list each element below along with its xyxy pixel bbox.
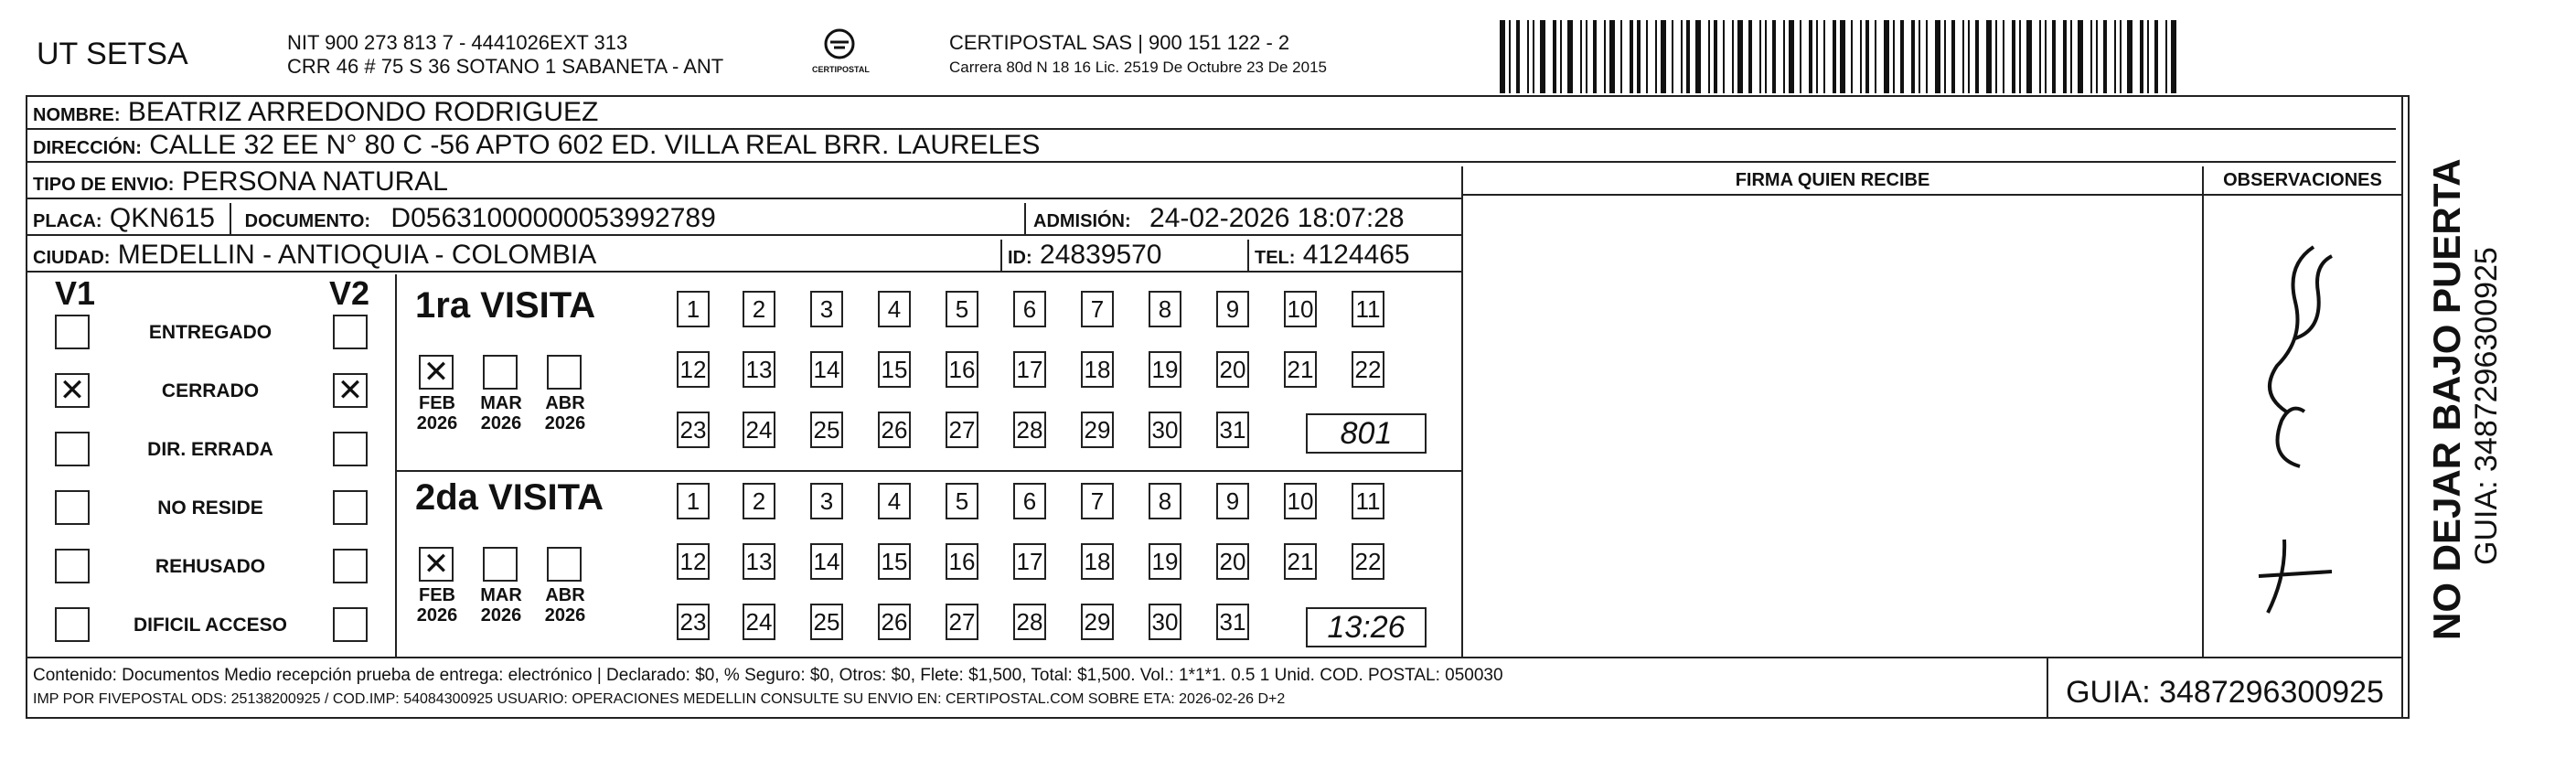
month-checkbox[interactable]: ✕ bbox=[419, 355, 454, 390]
day-box-second[interactable]: 27 bbox=[946, 604, 978, 640]
day-box-second[interactable]: 8 bbox=[1149, 483, 1181, 519]
direccion-row bbox=[27, 130, 2396, 163]
footer-line-1: Contenido: Documentos Medio recepción prueba de entrega: electrónico | Declarado: $0, % Seguro: $0, Otros: $0, Flete: $1,500, Total: $1,500. Vol.: 1*1*1. 0.5 1 Unid. COD. POSTAL: 050030 bbox=[33, 666, 1503, 685]
month-year: 2026 bbox=[416, 605, 458, 626]
barcode-bar bbox=[1580, 20, 1582, 93]
nombre-label: NOMBRE: bbox=[33, 105, 121, 125]
admision-label: ADMISIÓN: bbox=[1033, 211, 1131, 231]
month-year: 2026 bbox=[544, 413, 586, 433]
barcode-bar bbox=[1911, 20, 1915, 93]
day-box-first[interactable]: 27 bbox=[946, 412, 978, 448]
v2-checkbox[interactable] bbox=[333, 315, 368, 349]
day-box-first[interactable]: 23 bbox=[677, 412, 710, 448]
ciudad-value: MEDELLIN - ANTIOQUIA - COLOMBIA bbox=[117, 240, 597, 270]
handwritten-signature bbox=[2231, 229, 2368, 631]
day-box-first[interactable]: 21 bbox=[1284, 351, 1317, 388]
day-box-second[interactable]: 25 bbox=[810, 604, 843, 640]
firma-label: FIRMA QUIEN RECIBE bbox=[1735, 170, 1930, 190]
barcode-bar bbox=[1986, 20, 1992, 93]
day-box-first[interactable]: 16 bbox=[946, 351, 978, 388]
barcode-bar bbox=[1816, 20, 1818, 93]
handwritten-time-2: 13:26 bbox=[1306, 607, 1427, 647]
day-box-second[interactable]: 20 bbox=[1216, 543, 1249, 580]
month-label: MAR bbox=[480, 393, 522, 413]
v1-checkbox[interactable] bbox=[55, 315, 90, 349]
day-box-first[interactable]: 14 bbox=[810, 351, 843, 388]
day-box-second[interactable]: 16 bbox=[946, 543, 978, 580]
handwritten-time-1: 801 bbox=[1306, 413, 1427, 454]
barcode-bar bbox=[1553, 20, 1556, 93]
barcode bbox=[1500, 20, 2222, 93]
month-checkbox[interactable] bbox=[483, 355, 518, 390]
direccion-value: CALLE 32 EE N° 80 C -56 APTO 602 ED. VILLA REAL BRR. LAURELES bbox=[149, 130, 1041, 160]
barcode-bar bbox=[2003, 20, 2004, 93]
admision-value: 24-02-2026 18:07:28 bbox=[1149, 203, 1405, 233]
barcode-bar bbox=[1681, 20, 1683, 93]
barcode-bar bbox=[1655, 20, 1657, 93]
barcode-bar bbox=[2147, 20, 2149, 93]
barcode-bar bbox=[1833, 20, 1836, 93]
barcode-bar bbox=[1919, 20, 1920, 93]
day-box-first[interactable]: 4 bbox=[878, 291, 911, 327]
day-box-first[interactable]: 12 bbox=[677, 351, 710, 388]
barcode-bar bbox=[2090, 20, 2092, 93]
barcode-bar bbox=[2165, 20, 2167, 93]
reason-label: CERRADO bbox=[161, 380, 260, 401]
day-box-first[interactable]: 18 bbox=[1081, 351, 1114, 388]
barcode-bar bbox=[1609, 20, 1615, 93]
barcode-bar bbox=[1962, 20, 1964, 93]
day-box-first[interactable]: 11 bbox=[1352, 291, 1384, 327]
day-box-first[interactable]: 1 bbox=[677, 291, 710, 327]
day-box-second[interactable]: 10 bbox=[1284, 483, 1317, 519]
day-box-first[interactable]: 15 bbox=[878, 351, 911, 388]
id-value: 24839570 bbox=[1040, 240, 1162, 270]
v2-checkbox[interactable]: ✕ bbox=[333, 373, 368, 408]
month-label: FEB bbox=[419, 585, 455, 605]
barcode-bar bbox=[1732, 20, 1734, 93]
barcode-bar bbox=[1708, 20, 1710, 93]
documento-value: D05631000000053992789 bbox=[390, 203, 716, 233]
barcode-bar bbox=[1951, 20, 1955, 93]
reason-label: ENTREGADO bbox=[148, 322, 273, 343]
day-box-first[interactable]: 25 bbox=[810, 412, 843, 448]
v1-checkbox[interactable] bbox=[55, 490, 90, 525]
barcode-bar bbox=[1900, 20, 1904, 93]
day-box-first[interactable]: 30 bbox=[1149, 412, 1181, 448]
barcode-bar bbox=[1800, 20, 1801, 93]
barcode-bar bbox=[1995, 20, 1997, 93]
barcode-bar bbox=[1723, 20, 1725, 93]
day-box-first[interactable]: 9 bbox=[1216, 291, 1249, 327]
barcode-bar bbox=[1865, 20, 1869, 93]
month-label: FEB bbox=[419, 393, 455, 413]
day-box-first[interactable]: 22 bbox=[1352, 351, 1384, 388]
barcode-bar bbox=[2052, 20, 2056, 93]
barcode-bar bbox=[2012, 20, 2015, 93]
documento-label: DOCUMENTO: bbox=[244, 211, 371, 231]
day-box-first[interactable]: 13 bbox=[743, 351, 775, 388]
barcode-bar bbox=[1772, 20, 1776, 93]
tipo-value: PERSONA NATURAL bbox=[181, 166, 448, 197]
v2-checkbox[interactable] bbox=[333, 549, 368, 583]
placa-row bbox=[27, 203, 1463, 236]
barcode-bar bbox=[1765, 20, 1767, 93]
barcode-bar bbox=[1875, 20, 1876, 93]
barcode-bar bbox=[1926, 20, 1928, 93]
reason-label: REHUSADO bbox=[155, 556, 266, 577]
month-year: 2026 bbox=[544, 605, 586, 626]
day-box-second[interactable]: 1 bbox=[677, 483, 710, 519]
barcode-bar bbox=[1809, 20, 1812, 93]
barcode-bar bbox=[2045, 20, 2047, 93]
nombre-value: BEATRIZ ARREDONDO RODRIGUEZ bbox=[127, 97, 599, 127]
month-checkbox[interactable] bbox=[547, 547, 582, 582]
divider-visit-rows bbox=[395, 470, 1461, 472]
v1-label: V1 bbox=[55, 274, 96, 312]
first-visit-title: 1ra VISITA bbox=[415, 285, 596, 326]
month-checkbox[interactable] bbox=[547, 355, 582, 390]
day-box-first[interactable]: 17 bbox=[1013, 351, 1046, 388]
reason-label: NO RESIDE bbox=[157, 497, 263, 519]
barcode-bar bbox=[2019, 20, 2021, 93]
divider-visits bbox=[395, 274, 397, 657]
day-box-first[interactable]: 6 bbox=[1013, 291, 1046, 327]
barcode-bar bbox=[1893, 20, 1895, 93]
day-box-second[interactable]: 24 bbox=[743, 604, 775, 640]
logo-icon bbox=[821, 27, 858, 60]
barcode-bar bbox=[1737, 20, 1743, 93]
day-box-second[interactable]: 26 bbox=[878, 604, 911, 640]
barcode-bar bbox=[1944, 20, 1946, 93]
nit-line: NIT 900 273 813 7 - 4441026EXT 313 bbox=[287, 31, 628, 54]
divider-side bbox=[2401, 95, 2403, 719]
barcode-bar bbox=[1509, 20, 1511, 93]
direccion-label: DIRECCIÓN: bbox=[33, 138, 142, 158]
day-box-first[interactable]: 26 bbox=[878, 412, 911, 448]
barcode-bar bbox=[2063, 20, 2067, 93]
day-box-second[interactable]: 17 bbox=[1013, 543, 1046, 580]
tel-label: TEL: bbox=[1255, 248, 1296, 268]
barcode-bar bbox=[1567, 20, 1573, 93]
day-box-first[interactable]: 3 bbox=[810, 291, 843, 327]
signature-header-line bbox=[1463, 194, 2401, 196]
day-box-first[interactable]: 8 bbox=[1149, 291, 1181, 327]
barcode-bar bbox=[1714, 20, 1717, 93]
day-box-second[interactable]: 2 bbox=[743, 483, 775, 519]
day-box-second[interactable]: 29 bbox=[1081, 604, 1114, 640]
day-box-first[interactable]: 7 bbox=[1081, 291, 1114, 327]
placa-label: PLACA: bbox=[33, 211, 102, 231]
certipostal-logo bbox=[812, 27, 870, 74]
barcode-bar bbox=[2103, 20, 2107, 93]
side-guia: GUIA: 3487296300925 bbox=[2469, 247, 2504, 565]
day-box-second[interactable]: 19 bbox=[1149, 543, 1181, 580]
month-year: 2026 bbox=[480, 413, 522, 433]
day-box-second[interactable]: 12 bbox=[677, 543, 710, 580]
day-box-second[interactable]: 21 bbox=[1284, 543, 1317, 580]
ciudad-row bbox=[27, 240, 1463, 273]
barcode-bar bbox=[1823, 20, 1825, 93]
barcode-bar bbox=[1540, 20, 1545, 93]
placa-value: QKN615 bbox=[109, 203, 215, 233]
day-box-second[interactable]: 30 bbox=[1149, 604, 1181, 640]
v2-checkbox[interactable] bbox=[333, 607, 368, 642]
barcode-bar bbox=[1783, 20, 1785, 93]
day-box-first[interactable]: 20 bbox=[1216, 351, 1249, 388]
side-warning: NO DEJAR BAJO PUERTA bbox=[2425, 158, 2468, 640]
barcode-bar bbox=[1593, 20, 1597, 93]
barcode-bar bbox=[1968, 20, 1970, 93]
month-label: ABR bbox=[545, 393, 585, 413]
barcode-bar bbox=[1748, 20, 1752, 93]
barcode-bar bbox=[1500, 20, 1505, 93]
v2-label: V2 bbox=[329, 274, 370, 312]
v1-checkbox[interactable] bbox=[55, 607, 90, 642]
month-label: ABR bbox=[545, 585, 585, 605]
barcode-bar bbox=[2154, 20, 2158, 93]
barcode-bar bbox=[2140, 20, 2143, 93]
barcode-bar bbox=[1935, 20, 1940, 93]
barcode-bar bbox=[2039, 20, 2041, 93]
barcode-bar bbox=[1646, 20, 1648, 93]
barcode-bar bbox=[2171, 20, 2176, 93]
id-label: ID: bbox=[1008, 248, 1032, 268]
day-box-first[interactable]: 24 bbox=[743, 412, 775, 448]
barcode-bar bbox=[2026, 20, 2032, 93]
day-box-second[interactable]: 7 bbox=[1081, 483, 1114, 519]
barcode-bar bbox=[1840, 20, 1845, 93]
barcode-bar bbox=[2096, 20, 2098, 93]
barcode-bar bbox=[1884, 20, 1889, 93]
day-box-second[interactable]: 4 bbox=[878, 483, 911, 519]
month-checkbox[interactable]: ✕ bbox=[419, 547, 454, 582]
day-box-second[interactable]: 23 bbox=[677, 604, 710, 640]
barcode-bar bbox=[2120, 20, 2122, 93]
certipostal-line: CERTIPOSTAL SAS | 900 151 122 - 2 bbox=[949, 31, 1290, 54]
day-box-first[interactable]: 29 bbox=[1081, 412, 1114, 448]
barcode-bar bbox=[2114, 20, 2116, 93]
v2-checkbox[interactable] bbox=[333, 490, 368, 525]
footer-guia: GUIA: 3487296300925 bbox=[2066, 675, 2384, 710]
day-box-first[interactable]: 2 bbox=[743, 291, 775, 327]
barcode-bar bbox=[1672, 20, 1673, 93]
barcode-bar bbox=[1851, 20, 1853, 93]
ciudad-label: CIUDAD: bbox=[33, 248, 111, 268]
day-box-second[interactable]: 22 bbox=[1352, 543, 1384, 580]
v1-checkbox[interactable] bbox=[55, 549, 90, 583]
day-box-first[interactable]: 28 bbox=[1013, 412, 1046, 448]
barcode-bar bbox=[1686, 20, 1690, 93]
day-box-first[interactable]: 19 bbox=[1149, 351, 1181, 388]
barcode-bar bbox=[2070, 20, 2072, 93]
day-box-second[interactable]: 3 bbox=[810, 483, 843, 519]
tel-value: 4124465 bbox=[1302, 240, 1410, 270]
nombre-row bbox=[27, 97, 2396, 130]
month-year: 2026 bbox=[416, 413, 458, 433]
day-box-second[interactable]: 6 bbox=[1013, 483, 1046, 519]
day-box-second[interactable]: 28 bbox=[1013, 604, 1046, 640]
barcode-bar bbox=[1586, 20, 1587, 93]
month-year: 2026 bbox=[480, 605, 522, 626]
barcode-bar bbox=[1620, 20, 1622, 93]
day-box-first[interactable]: 31 bbox=[1216, 412, 1249, 448]
barcode-bar bbox=[1604, 20, 1606, 93]
day-box-second[interactable]: 5 bbox=[946, 483, 978, 519]
day-box-second[interactable]: 11 bbox=[1352, 483, 1384, 519]
barcode-bar bbox=[1975, 20, 1979, 93]
divider-signature bbox=[1461, 166, 1463, 658]
divider-observaciones bbox=[2202, 166, 2204, 658]
address-line: CRR 46 # 75 S 36 SOTANO 1 SABANETA - ANT bbox=[287, 55, 724, 78]
barcode-bar bbox=[2078, 20, 2083, 93]
company-name: UT SETSA bbox=[37, 37, 188, 71]
reason-label: DIR. ERRADA bbox=[147, 439, 273, 460]
v1-checkbox[interactable] bbox=[55, 432, 90, 466]
barcode-bar bbox=[1637, 20, 1641, 93]
day-box-second[interactable]: 9 bbox=[1216, 483, 1249, 519]
barcode-bar bbox=[1860, 20, 1862, 93]
barcode-bar bbox=[1560, 20, 1562, 93]
second-visit-title: 2da VISITA bbox=[415, 477, 604, 518]
observaciones-label: OBSERVACIONES bbox=[2223, 170, 2382, 190]
footer-line-2: IMP POR FIVEPOSTAL ODS: 25138200925 / COD.IMP: 54084300925 USUARIO: OPERACIONES MEDELLIN CONSULTE SU ENVIO EN: CERTIPOSTAL.COM SOBRE ETA: 2026-02-26 D+2 bbox=[33, 691, 1286, 707]
barcode-bar bbox=[1759, 20, 1761, 93]
barcode-bar bbox=[1661, 20, 1666, 93]
barcode-bar bbox=[1533, 20, 1534, 93]
barcode-bar bbox=[1695, 20, 1701, 93]
license-line: Carrera 80d N 18 16 Lic. 2519 De Octubre 23 De 2015 bbox=[949, 59, 1327, 76]
barcode-bar bbox=[1527, 20, 1529, 93]
barcode-bar bbox=[2127, 20, 2132, 93]
tipo-label: TIPO DE ENVIO: bbox=[33, 175, 175, 195]
month-checkbox[interactable] bbox=[483, 547, 518, 582]
day-box-first[interactable]: 10 bbox=[1284, 291, 1317, 327]
day-box-second[interactable]: 18 bbox=[1081, 543, 1114, 580]
day-box-second[interactable]: 31 bbox=[1216, 604, 1249, 640]
barcode-bar bbox=[1630, 20, 1633, 93]
v2-checkbox[interactable] bbox=[333, 432, 368, 466]
day-box-first[interactable]: 5 bbox=[946, 291, 978, 327]
tipo-row bbox=[27, 166, 1463, 199]
day-box-second[interactable]: 15 bbox=[878, 543, 911, 580]
logo-text: CERTIPOSTAL bbox=[812, 65, 870, 74]
day-box-second[interactable]: 14 bbox=[810, 543, 843, 580]
reason-label: DIFICIL ACCESO bbox=[133, 615, 287, 636]
v1-checkbox[interactable]: ✕ bbox=[55, 373, 90, 408]
month-label: MAR bbox=[480, 585, 522, 605]
barcode-bar bbox=[1789, 20, 1794, 93]
barcode-bar bbox=[1516, 20, 1520, 93]
day-box-second[interactable]: 13 bbox=[743, 543, 775, 580]
